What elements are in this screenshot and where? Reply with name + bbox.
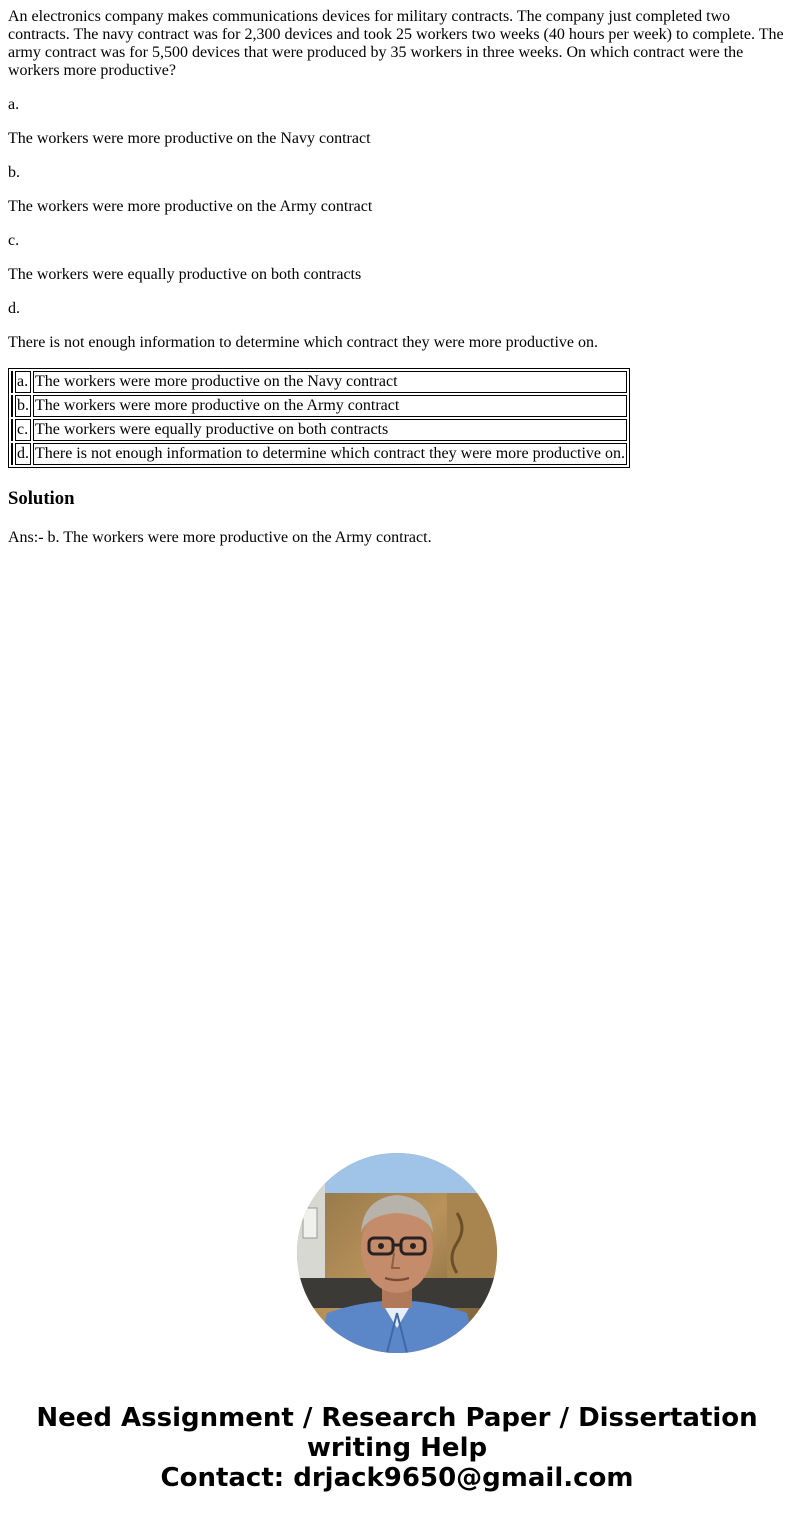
solution-answer: Ans:- b. The workers were more productive on the Army contract. xyxy=(8,529,432,546)
promo-line-1: Need Assignment / Research Paper / Dissertation xyxy=(36,1403,758,1433)
table-cell-text: The workers were more productive on the Army contract xyxy=(33,395,627,417)
choice-text-a: The workers were more productive on the Navy contract xyxy=(8,130,371,147)
solution-heading: Solution xyxy=(8,488,75,509)
choice-letter-a: a. xyxy=(8,96,20,113)
table-cell-text: There is not enough information to determine which contract they were more productive on. xyxy=(33,443,627,465)
choice-text-d: There is not enough information to determine which contract they were more productive on. xyxy=(8,334,599,351)
choice-text-c: The workers were equally productive on both contracts xyxy=(8,266,362,283)
table-cell-letter: c. xyxy=(15,419,31,441)
choices-table xyxy=(8,368,630,468)
table-cell-spacer xyxy=(11,443,13,465)
table-cell-letter: d. xyxy=(15,443,31,465)
choice-letter-c: c. xyxy=(8,232,20,249)
table-cell-spacer xyxy=(11,395,13,417)
table-row xyxy=(11,371,627,393)
table-cell-text: The workers were more productive on the Navy contract xyxy=(33,371,627,393)
table-cell-spacer xyxy=(11,371,13,393)
table-cell-text: The workers were equally productive on both contracts xyxy=(33,419,627,441)
table-row xyxy=(11,395,627,417)
question-text: An electronics company makes communications devices for military contracts. The company just completed two contracts. The navy contract was for 2,300 devices and took 25 workers two weeks (40 hours per week) to complete. The army contract was for 5,500 devices that were produced by 35 workers in three weeks. On which contract were the workers more productive? xyxy=(8,8,784,79)
table-cell-letter: b. xyxy=(15,395,31,417)
promo-contact: Contact: drjack9650@gmail.com xyxy=(160,1463,634,1493)
table-row xyxy=(11,419,627,441)
author-avatar xyxy=(297,1153,497,1353)
table-cell-letter: a. xyxy=(15,371,31,393)
choice-letter-b: b. xyxy=(8,164,20,181)
table-cell-spacer xyxy=(11,419,13,441)
choice-text-b: The workers were more productive on the Army contract xyxy=(8,198,373,215)
table-row xyxy=(11,443,627,465)
page-content xyxy=(0,0,794,547)
promo-banner xyxy=(0,1403,794,1493)
author-portrait-icon xyxy=(297,1153,497,1353)
promo-line-2: writing Help xyxy=(306,1433,488,1463)
choice-letter-d: d. xyxy=(8,300,20,317)
